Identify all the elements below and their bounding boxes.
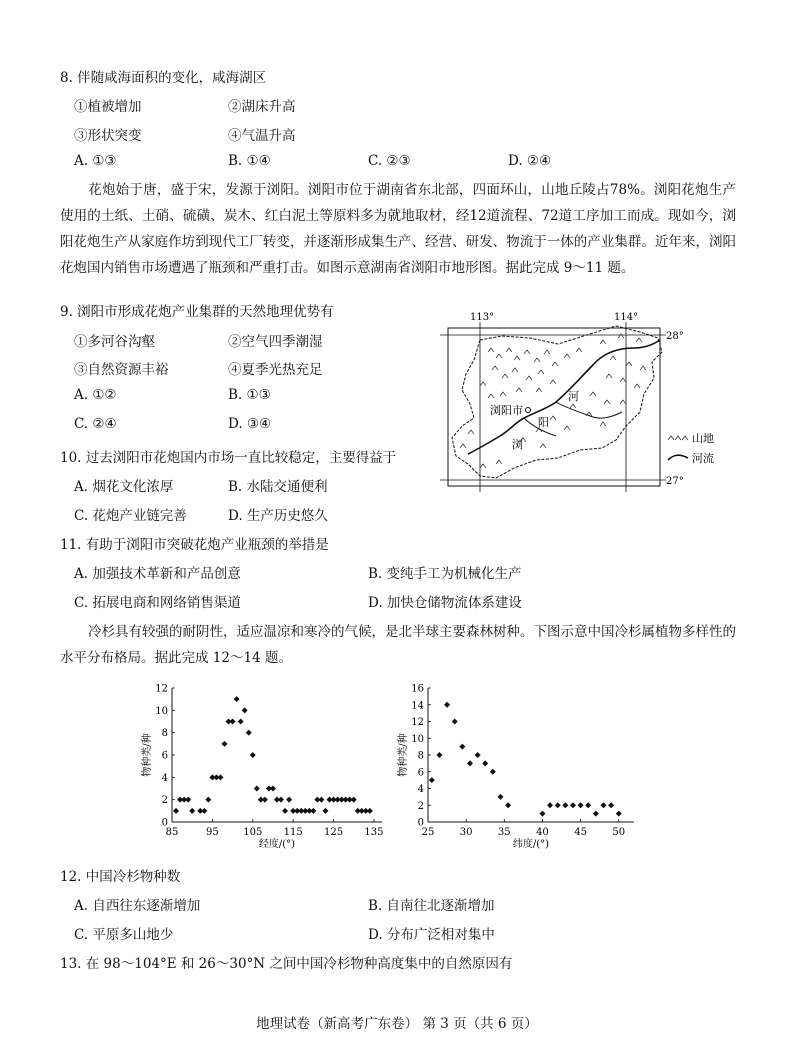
x-tick-label: 125 [323, 827, 344, 838]
q12-choice-d: D. 分布广泛相对集中 [368, 927, 495, 943]
data-point [286, 797, 292, 803]
data-point [593, 811, 599, 817]
data-point [467, 760, 473, 766]
q8-choice-c: C. ②③ [368, 153, 411, 169]
q8-stem: 8. 伴随咸海面积的变化，咸海湖区 [60, 70, 267, 86]
legend-river-icon [668, 455, 688, 460]
y-tick-label: 2 [161, 795, 168, 807]
river-char: 阳 [538, 416, 549, 429]
data-point [205, 797, 211, 803]
data-point [608, 802, 614, 808]
data-point [322, 808, 328, 814]
legend-mountain-icon [668, 436, 688, 440]
data-point [616, 811, 622, 817]
q10-stem: 10. 过去浏阳市花炮国内市场一直比较稳定，主要得益于 [60, 450, 397, 466]
q11-choice-b: B. 变纯手工为机械化生产 [368, 566, 522, 582]
y-tick-label: 2 [417, 800, 424, 812]
y-tick-label: 8 [161, 728, 168, 740]
q12-choice-b: B. 自南往北逐渐增加 [368, 898, 495, 914]
data-point [238, 719, 244, 725]
data-point [429, 777, 435, 783]
data-point [497, 794, 503, 800]
data-point [254, 786, 260, 792]
data-point [444, 702, 450, 708]
data-point [436, 752, 442, 758]
liuyang-city-marker [526, 408, 531, 413]
q10-choice-a: A. 烟花文化浓厚 [74, 479, 174, 495]
data-point [318, 797, 324, 803]
x-axis-label: 纬度/(°) [512, 839, 550, 850]
y-axis-label: 物种类/种 [142, 733, 153, 777]
q9-item: ②空气四季潮湿 [228, 334, 323, 350]
data-point [490, 769, 496, 775]
lon-label-114: 114° [614, 312, 639, 323]
liuyang-terrain-map [440, 308, 740, 494]
q10-choice-d: D. 生产历史悠久 [228, 508, 328, 524]
q8-choice-d: D. ②④ [508, 153, 552, 169]
mountain-area [460, 334, 646, 468]
data-point [585, 802, 591, 808]
data-point [242, 707, 248, 713]
data-point [555, 802, 561, 808]
q11-choice-c: C. 拓展电商和网络销售渠道 [74, 595, 241, 611]
q8-choice-a: A. ①③ [74, 153, 117, 169]
y-tick-label: 6 [161, 750, 168, 762]
data-point [310, 808, 316, 814]
q11-choice-d: D. 加快仓储物流体系建设 [368, 595, 522, 611]
y-tick-label: 10 [155, 705, 168, 717]
q9-item: ④夏季光热充足 [228, 362, 323, 378]
lat-label-27: 27° [666, 476, 684, 487]
data-point [562, 802, 568, 808]
data-point [578, 802, 584, 808]
q11-stem: 11. 有助于浏阳市突破花炮产业瓶颈的举措是 [60, 537, 329, 553]
data-point [173, 808, 179, 814]
x-tick-label: 50 [612, 827, 626, 838]
q12-choice-c: C. 平原多山地少 [74, 927, 174, 943]
legend-mountain-label: 山地 [692, 432, 714, 445]
q10-choice-b: B. 水陆交通便利 [228, 479, 328, 495]
data-point [282, 808, 288, 814]
q9-choice-b: B. ①③ [228, 387, 271, 403]
q10-choice-c: C. 花炮产业链完善 [74, 508, 187, 524]
lat-label-28: 28° [666, 331, 684, 342]
x-tick-label: 135 [364, 827, 384, 838]
y-tick-label: 4 [161, 772, 168, 784]
q8-item: ②湖床升高 [228, 99, 296, 115]
data-point [201, 808, 207, 814]
y-tick-label: 10 [411, 733, 424, 745]
data-point [262, 797, 268, 803]
q8-item: ③形状突变 [74, 128, 142, 144]
x-tick-label: 35 [497, 827, 511, 838]
x-tick-label: 30 [459, 827, 473, 838]
page-footer: 地理试卷（新高考广东卷） 第 3 页（共 6 页） [256, 1016, 538, 1032]
q8-item: ①植被增加 [74, 99, 142, 115]
data-point [459, 744, 465, 750]
q12-choice-a: A. 自西往东逐渐增加 [74, 898, 201, 914]
y-tick-label: 8 [417, 750, 424, 762]
x-tick-label: 85 [165, 827, 179, 838]
data-point [246, 730, 252, 736]
q9-choice-a: A. ①② [74, 387, 117, 403]
x-tick-label: 25 [421, 827, 435, 838]
data-point [230, 719, 236, 725]
y-tick-label: 12 [155, 683, 168, 695]
data-point [217, 774, 223, 780]
data-point [250, 752, 256, 758]
data-point [452, 719, 458, 725]
q9-item: ①多河谷沟壑 [74, 334, 155, 350]
city-label: 浏阳市 [490, 404, 523, 417]
data-point [234, 696, 240, 702]
y-tick-label: 0 [161, 817, 168, 829]
data-point [185, 797, 191, 803]
q13-stem: 13. 在 98～104°E 和 26～30°N 之间中国冷杉物种高度集中的自然原因有 [60, 956, 513, 972]
data-point [570, 802, 576, 808]
data-point [505, 802, 511, 808]
q9-choice-d: D. ③④ [228, 416, 272, 432]
y-tick-label: 4 [417, 784, 424, 795]
q8-item: ④气温升高 [228, 128, 296, 144]
scatter-chart-latitude [388, 680, 638, 852]
x-tick-label: 40 [536, 827, 549, 838]
q9-stem: 9. 浏阳市形成花炮产业集群的天然地理优势有 [60, 304, 334, 320]
lon-label-113: 113° [470, 312, 495, 323]
y-tick-label: 0 [417, 817, 424, 829]
material-paragraph-1: 花炮始于唐，盛于宋，发源于浏阳。浏阳市位于湖南省东北部，四面环山，山地丘陵占78%。浏阳花炮生产使用的土纸、土硝、硫磺、炭木、红白泥土等原料多为就地取材，经12道流程、72道工序加工而成。现如今，浏阳花炮生产从家庭作坊到现代工厂转变，并逐渐形成集生产、经营、研发、物流于一体的产业集群。近年来，浏阳花炮国内销售市场遭遇了瓶颈和严重打击。如图示意湖南省浏阳市地形图。据此完成 9～11 题。 [60, 182, 736, 276]
q12-stem: 12. 中国冷杉物种数 [60, 869, 181, 885]
legend-river-label: 河流 [692, 452, 714, 465]
x-tick-label: 115 [283, 827, 303, 838]
y-tick-label: 14 [411, 700, 424, 712]
data-point [539, 811, 545, 817]
y-tick-label: 6 [417, 767, 424, 779]
y-tick-label: 12 [411, 717, 424, 728]
data-point [475, 752, 481, 758]
data-point [367, 808, 373, 814]
scatter-chart-longitude [142, 680, 390, 852]
q8-choice-b: B. ①④ [228, 153, 271, 169]
q11-choice-a: A. 加强技术革新和产品创意 [74, 566, 241, 582]
river-char: 河 [568, 390, 579, 403]
x-tick-label: 95 [206, 827, 219, 838]
data-point [189, 808, 195, 814]
y-axis-label: 物种类/种 [398, 733, 409, 777]
data-point [351, 797, 357, 803]
x-tick-label: 45 [574, 827, 587, 838]
data-point [600, 802, 606, 808]
data-point [270, 786, 276, 792]
data-point [547, 802, 553, 808]
data-point [278, 797, 284, 803]
y-tick-label: 16 [411, 683, 424, 695]
q9-item: ③自然资源丰裕 [74, 362, 169, 378]
q9-choice-c: C. ②④ [74, 416, 117, 432]
x-axis-label: 经度/(°) [258, 839, 296, 850]
x-tick-label: 105 [243, 827, 263, 838]
data-point [482, 760, 488, 766]
material-paragraph-2: 冷杉具有较强的耐阴性，适应温凉和寒冷的气候，是北半球主要森林树种。下图示意中国冷杉属植物多样性的水平分布格局。据此完成 12～14 题。 [60, 624, 736, 666]
data-point [222, 741, 228, 747]
river-char: 浏 [512, 438, 523, 451]
